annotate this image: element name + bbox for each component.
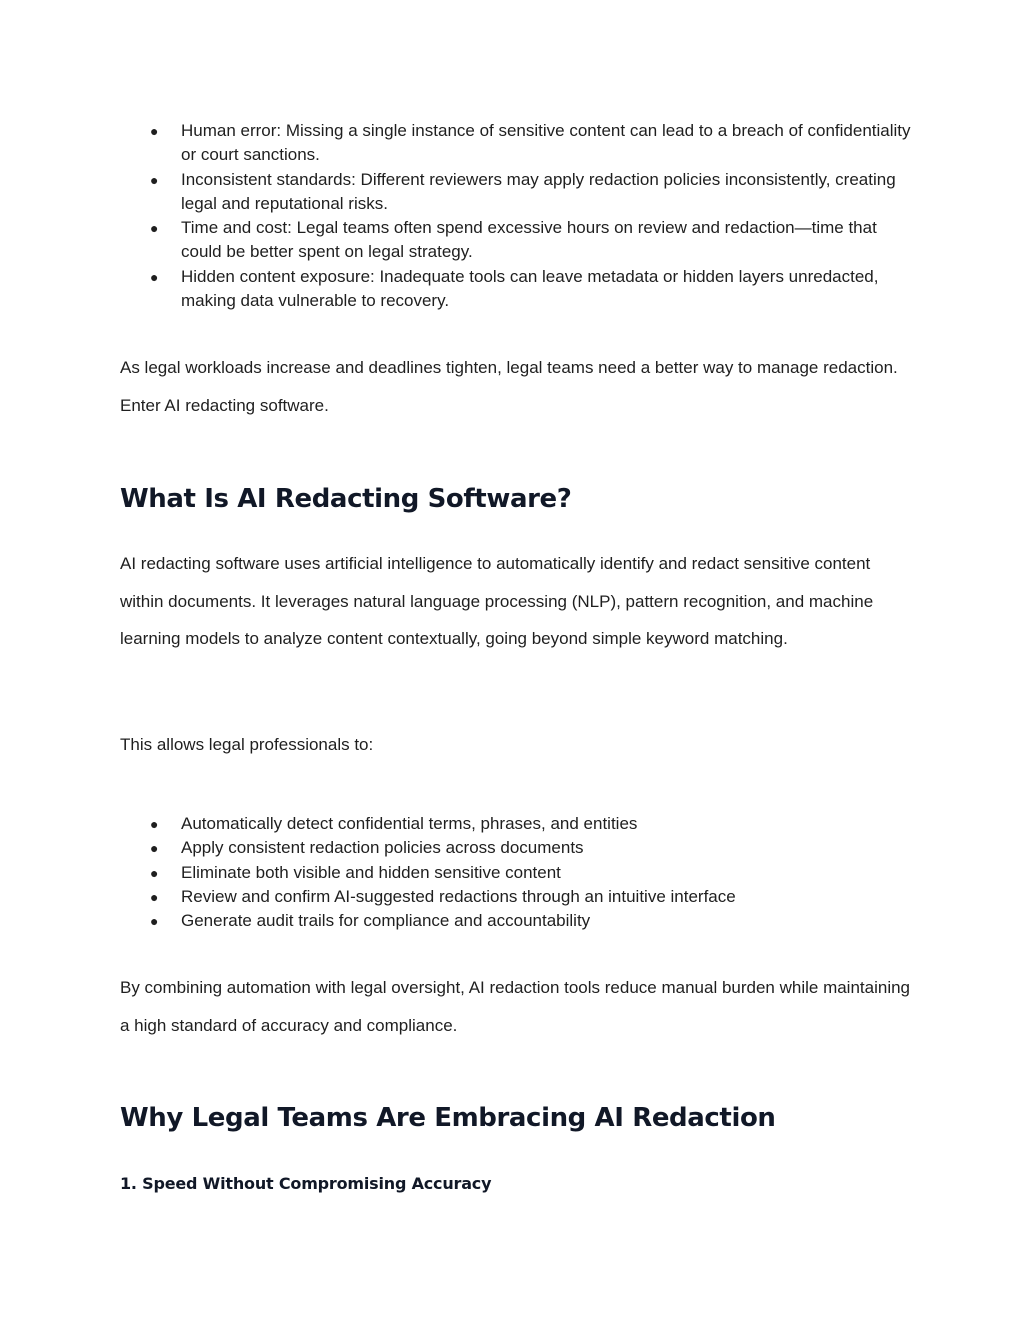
list-item: ● Review and confirm AI-suggested redactions through an intuitive interface (120, 885, 920, 909)
list-item: ● Apply consistent redaction policies across documents (120, 836, 920, 860)
subheading-speed: 1. Speed Without Compromising Accuracy (120, 1174, 492, 1193)
definition-paragraph: AI redacting software uses artificial intelligence to automatically identify and redact sensitive content within documents. It leverages natural language processing (NLP), pattern recognition, and machine learning models to analyze content contextually, going beyond simple keyword matching. (120, 554, 874, 649)
list-item: ● Hidden content exposure: Inadequate tools can leave metadata or hidden layers unredacted, making data vulnerable to recovery. (120, 265, 920, 314)
list-item: ● Inconsistent standards: Different reviewers may apply redaction policies inconsistently, creating legal and reputational risks. (120, 168, 920, 217)
list-item: ● Automatically detect confidential terms, phrases, and entities (120, 812, 920, 836)
list-item: ● Time and cost: Legal teams often spend excessive hours on review and redaction—time that could be better spent on legal strategy. (120, 216, 920, 265)
list-item: ● Eliminate both visible and hidden sensitive content (120, 861, 920, 885)
list-item: ● Human error: Missing a single instance of sensitive content can lead to a breach of confidentiality or court sanctions. (120, 119, 920, 168)
section-heading-what-is: What Is AI Redacting Software? (120, 484, 572, 514)
capabilities-intro: This allows legal professionals to: (120, 735, 374, 754)
section-heading-why: Why Legal Teams Are Embracing AI Redaction (120, 1103, 776, 1133)
list-item: ● Generate audit trails for compliance and accountability (120, 909, 920, 933)
capabilities-list (120, 812, 920, 933)
summary-paragraph: By combining automation with legal oversight, AI redaction tools reduce manual burden while maintaining a high standard of accuracy and compliance. (120, 978, 911, 1035)
challenges-list (120, 119, 920, 313)
intro-paragraph: As legal workloads increase and deadlines tighten, legal teams need a better way to manage redaction. Enter AI redacting software. (120, 358, 898, 415)
